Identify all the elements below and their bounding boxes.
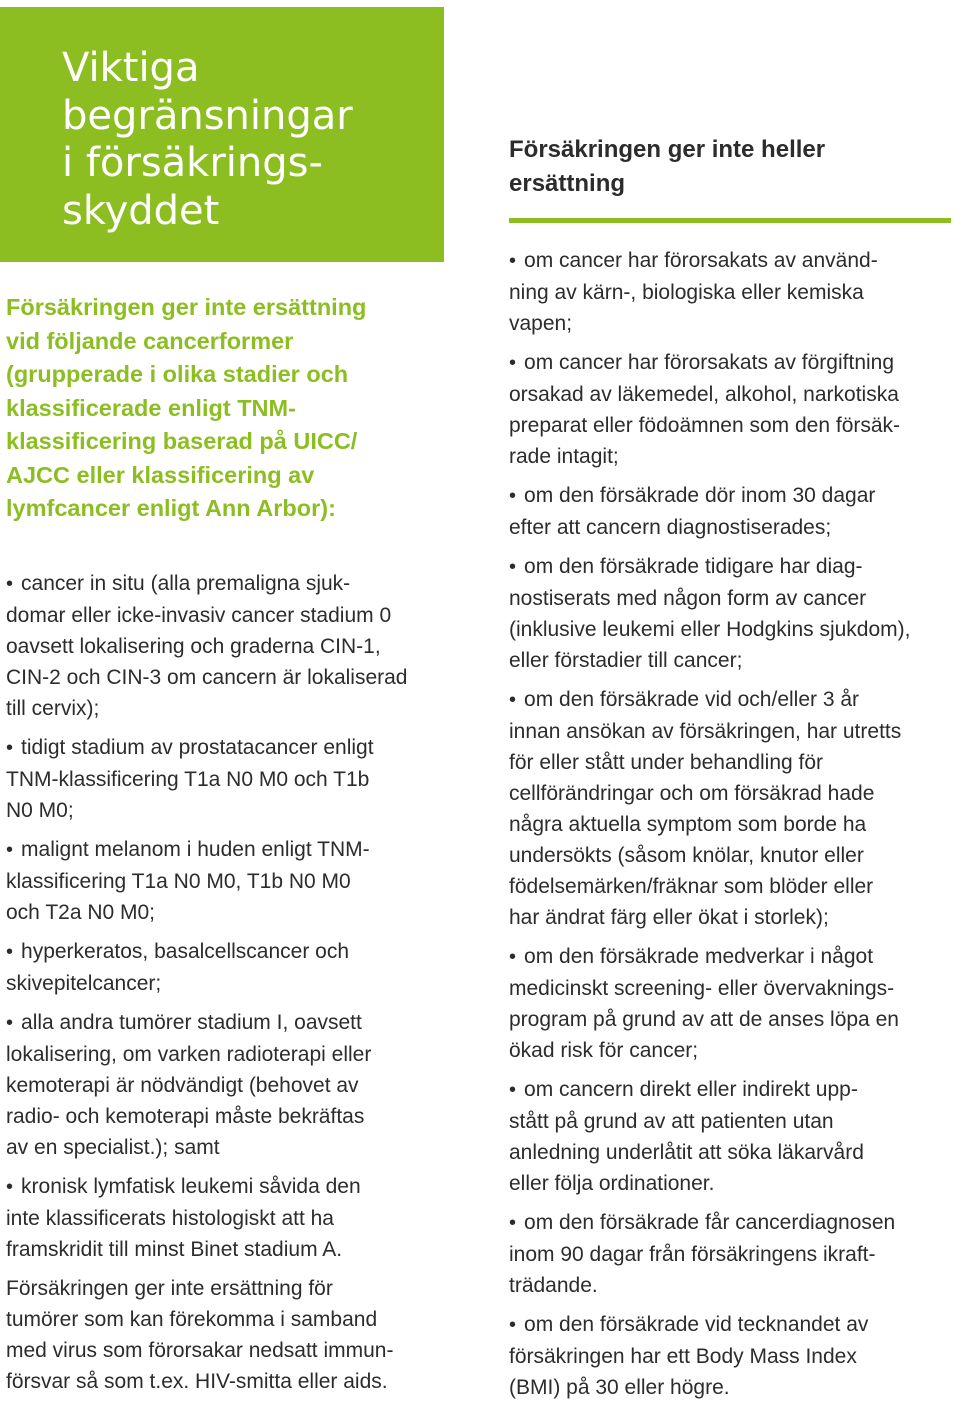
list-item-text: oavsett lokalisering och graderna CIN-1, (6, 634, 381, 658)
bullet-icon: • (509, 352, 517, 374)
list-item-text: om den försäkrade medverkar i något (524, 945, 874, 968)
title-line: Viktiga (62, 45, 200, 91)
list-item-text: alla andra tumörer stadium I, oavsett (21, 1010, 362, 1034)
list-item-line (509, 308, 957, 339)
list-item (6, 936, 446, 999)
list-item (509, 347, 957, 472)
list-item-line (6, 897, 446, 928)
title-line: begränsningar (62, 92, 353, 139)
list-item-text: radio- och kemoterapi måste bekräftas (6, 1104, 365, 1128)
list-item-line (509, 410, 957, 441)
list-item-text: eller följa ordinationer. (509, 1172, 715, 1195)
bullet-icon: • (6, 940, 14, 963)
list-item-text: orsakad av läkemedel, alkohol, narkotiska (509, 383, 899, 406)
note-line: tumörer som kan förekomma i samband (6, 1307, 378, 1331)
list-item-line (6, 1132, 446, 1163)
list-item-line (6, 568, 446, 600)
heading-line: lymfcancer enligt Ann Arbor): (6, 495, 336, 521)
list-item-line (509, 1372, 957, 1403)
list-item (6, 568, 446, 724)
list-item-line (6, 1234, 446, 1265)
heading-line: Försäkringen ger inte heller (509, 136, 826, 163)
bullet-icon: • (6, 572, 14, 595)
list-item-line (509, 941, 957, 973)
list-item (6, 732, 446, 826)
right-column (509, 133, 957, 1411)
list-item (509, 551, 957, 676)
heading-line: (grupperade i olika stadier och (6, 361, 349, 387)
list-item-line (509, 1106, 957, 1137)
bullet-icon: • (509, 485, 517, 507)
right-heading (509, 133, 957, 200)
list-item-text: program på grund av att de anses löpa en (509, 1008, 899, 1031)
list-item-text: om cancern direkt eller indirekt upp- (524, 1078, 858, 1101)
list-item-text: cellförändringar och om försäkrad hade (509, 782, 875, 805)
list-item-text: klassificering T1a N0 M0, T1b N0 M0 (6, 869, 351, 893)
list-item-line (509, 809, 957, 840)
list-item-line (6, 1007, 446, 1039)
left-column (6, 291, 446, 1397)
list-item-line (6, 1039, 446, 1070)
list-item (509, 245, 957, 339)
bullet-icon: • (509, 946, 517, 968)
list-item (6, 834, 446, 928)
note-line: försvar så som t.ex. HIV-smitta eller aids. (6, 1369, 388, 1393)
heading-line: AJCC eller klassificering av (6, 461, 315, 488)
list-item-line (509, 1035, 957, 1066)
heading-line: ersättning (509, 169, 626, 197)
list-item-text: om den försäkrade tidigare har diag- (524, 555, 863, 578)
list-item-line (6, 662, 446, 693)
list-item-text: efter att cancern diagnostiserades; (509, 516, 832, 539)
list-item-line (509, 840, 957, 871)
left-list (6, 568, 446, 1265)
list-item-line (509, 1074, 957, 1106)
list-item-text: lokalisering, om varken radioterapi eller (6, 1042, 372, 1066)
list-item-text: och T2a N0 M0; (6, 900, 156, 924)
list-item-line (509, 1207, 957, 1239)
heading-line: Försäkringen ger inte ersättning (6, 294, 367, 320)
list-item-text: domar eller icke-invasiv cancer stadium 0 (6, 603, 392, 627)
list-item-line (6, 936, 446, 968)
bullet-icon: • (509, 1314, 517, 1336)
list-item-line (509, 347, 957, 379)
list-item-text: om den försäkrade vid tecknandet av (524, 1313, 869, 1336)
left-note (6, 1273, 446, 1397)
list-item-line (509, 684, 957, 716)
list-item-line (509, 512, 957, 543)
page-title (62, 45, 353, 235)
list-item-line (6, 834, 446, 866)
note-line: Försäkringen ger inte ersättning för (6, 1276, 333, 1300)
list-item-line (509, 1004, 957, 1035)
list-item-line (509, 778, 957, 809)
list-item-text: cancer in situ (alla premaligna sjuk- (21, 571, 351, 595)
bullet-icon: • (6, 1175, 14, 1198)
list-item-line (509, 1309, 957, 1341)
list-item-text: TNM-klassificering T1a N0 M0 och T1b (6, 767, 370, 791)
list-item-text: ökad risk för cancer; (509, 1039, 699, 1062)
list-item-line (6, 866, 446, 897)
list-item-text: om cancer har förorsakats av använd- (524, 249, 878, 272)
list-item-text: anledning underlåtit att söka läkarvård (509, 1141, 864, 1164)
list-item-text: till cervix); (6, 696, 100, 720)
list-item-line (509, 1341, 957, 1372)
list-item-text: ning av kärn-, biologiska eller kemiska (509, 281, 864, 304)
heading-line: vid följande cancerformer (6, 327, 294, 354)
list-item-line (509, 614, 957, 645)
list-item-text: malignt melanom i huden enligt TNM- (21, 837, 370, 861)
list-item-text: eller förstadier till cancer; (509, 649, 743, 672)
list-item (509, 480, 957, 543)
list-item-text: innan ansökan av försäkringen, har utretts (509, 720, 902, 743)
left-heading (6, 291, 446, 526)
list-item-text: kemoterapi är nödvändigt (behovet av (6, 1073, 359, 1097)
bullet-icon: • (6, 1011, 14, 1034)
list-item-line (509, 379, 957, 410)
heading-divider (509, 218, 951, 223)
list-item-text: inom 90 dagar från försäkringens ikraft- (509, 1243, 876, 1266)
list-item-line (6, 1203, 446, 1234)
list-item-line (509, 645, 957, 676)
list-item-text: vapen; (509, 312, 573, 335)
list-item-text: några aktuella symptom som borde ha (509, 813, 867, 836)
list-item (509, 941, 957, 1066)
list-item-text: stått på grund av att patienten utan (509, 1110, 834, 1133)
list-item-line (509, 1168, 957, 1199)
right-list (509, 245, 957, 1403)
list-item-text: försäkringen har ett Body Mass Index (509, 1345, 857, 1368)
list-item-text: framskridit till minst Binet stadium A. (6, 1237, 343, 1261)
list-item-line (6, 968, 446, 999)
bullet-icon: • (509, 1212, 517, 1234)
list-item-text: skivepitelcancer; (6, 971, 162, 995)
list-item-line (509, 716, 957, 747)
bullet-icon: • (6, 736, 14, 759)
list-item-line (509, 245, 957, 277)
list-item-text: (inklusive leukemi eller Hodgkins sjukdom), (509, 618, 911, 641)
list-item-text: undersökts (såsom knölar, knutor eller (509, 844, 864, 867)
list-item-line (6, 1101, 446, 1132)
list-item-line (6, 732, 446, 764)
list-item-line (6, 795, 446, 826)
list-item-line (6, 1070, 446, 1101)
list-item-line (6, 631, 446, 662)
list-item-text: av en specialist.); samt (6, 1135, 220, 1159)
bullet-icon: • (509, 556, 517, 578)
bullet-icon: • (509, 1079, 517, 1101)
list-item-text: N0 M0; (6, 798, 74, 822)
list-item-text: rade intagit; (509, 445, 619, 468)
bullet-icon: • (509, 250, 517, 272)
list-item-line (509, 441, 957, 472)
list-item-line (509, 973, 957, 1004)
title-line: skyddet (62, 187, 220, 234)
list-item-text: om den försäkrade vid och/eller 3 år (524, 688, 860, 711)
list-item-line (6, 600, 446, 631)
list-item-text: (BMI) på 30 eller högre. (509, 1376, 730, 1399)
title-box (0, 7, 444, 262)
list-item-line (509, 583, 957, 614)
list-item-text: har ändrat färg eller ökat i storlek); (509, 906, 829, 929)
list-item-text: födelsemärken/fräknar som blöder eller (509, 875, 874, 898)
bullet-icon: • (509, 689, 517, 711)
list-item-text: preparat eller födoämnen som den försäk- (509, 414, 901, 437)
list-item-line (509, 480, 957, 512)
heading-line: klassificering baserad på UICC/ (6, 428, 358, 454)
list-item-text: för eller stått under behandling för (509, 751, 824, 774)
list-item-text: om cancer har förorsakats av förgiftning (524, 351, 895, 374)
list-item-text: hyperkeratos, basalcellscancer och (21, 939, 350, 963)
list-item (509, 1207, 957, 1301)
list-item-text: medicinskt screening- eller övervaknings- (509, 977, 895, 1000)
list-item-line (6, 764, 446, 795)
list-item-text: om den försäkrade får cancerdiagnosen (524, 1211, 896, 1234)
title-line: i försäkrings- (62, 140, 323, 186)
list-item-line (509, 1239, 957, 1270)
list-item-text: kronisk lymfatisk leukemi såvida den (21, 1174, 361, 1198)
list-item-line (509, 1137, 957, 1168)
list-item (509, 1309, 957, 1403)
list-item-text: nostiserats med någon form av cancer (509, 587, 867, 610)
list-item-line (509, 902, 957, 933)
list-item-line (6, 693, 446, 724)
list-item-line (6, 1171, 446, 1203)
heading-line: klassificerade enligt TNM- (6, 394, 296, 421)
list-item-line (509, 277, 957, 308)
list-item (6, 1007, 446, 1163)
list-item-text: om den försäkrade dör inom 30 dagar (524, 484, 876, 507)
list-item-line (509, 871, 957, 902)
list-item-line (509, 747, 957, 778)
list-item-line (509, 551, 957, 583)
list-item (6, 1171, 446, 1265)
bullet-icon: • (6, 838, 14, 861)
list-item-text: tidigt stadium av prostatacancer enligt (21, 735, 374, 759)
note-line: med virus som förorsakar nedsatt immun- (6, 1338, 394, 1362)
list-item-text: CIN-2 och CIN-3 om cancern är lokaliserad (6, 665, 408, 689)
list-item (509, 684, 957, 933)
list-item-line (509, 1270, 957, 1301)
list-item-text: trädande. (509, 1274, 598, 1297)
list-item (509, 1074, 957, 1199)
list-item-text: inte klassificerats histologiskt att ha (6, 1206, 334, 1230)
